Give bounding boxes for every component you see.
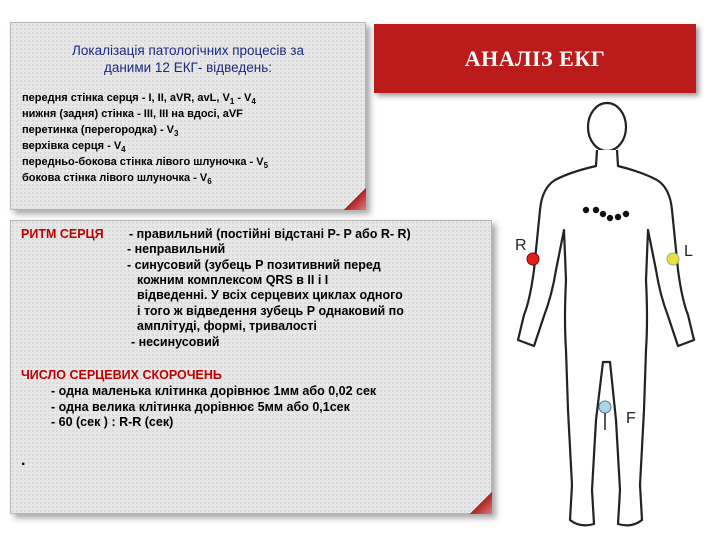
electrode-f-marker: [599, 401, 611, 413]
localization-item: передня стінка серця - І, ІІ, aVR, avL, $V_1 - V_4$: [22, 92, 256, 107]
localization-item: бокова стінка лівого шлуночка - $V_6$: [22, 172, 212, 187]
page-fold-corner: [470, 492, 492, 514]
electrode-r-marker: [527, 253, 539, 265]
heart-rate-line: - одна велика клітинка дорівнює 5мм або 0,1сек: [51, 400, 350, 414]
bullet: .: [21, 452, 26, 469]
localization-panel: [10, 22, 366, 210]
rhythm-line: кожним комплексом QRS в ІІ і І: [137, 273, 329, 287]
electrode-l-label: L: [684, 243, 693, 260]
heart-rate-heading: ЧИСЛО СЕРЦЕВИХ СКОРОЧЕНЬ: [21, 368, 222, 382]
chest-electrode: [600, 211, 606, 217]
rhythm-line: - несинусовий: [131, 335, 220, 349]
chest-electrode: [583, 207, 589, 213]
localization-title: [11, 42, 365, 76]
localization-item: передньо-бокова стінка лівого шлуночка - $V_5$: [22, 156, 269, 171]
electrode-f-label: F: [626, 410, 636, 427]
rhythm-line: відведенні. У всіх серцевих циклах одного: [137, 288, 403, 302]
localization-item: верхівка серця - $V_4$: [22, 140, 126, 155]
rhythm-heading: РИТМ СЕРЦЯ: [21, 227, 104, 241]
electrode-r-label: R: [515, 237, 527, 254]
chest-electrode: [593, 207, 599, 213]
body-diagram: [500, 100, 715, 540]
localization-item: нижня (задня) стінка - ІІІ, ІІІ на вдосі, aVF: [22, 108, 243, 120]
chest-electrode: [623, 211, 629, 217]
rhythm-line: - правильний (постійні відстані P- P або R- R): [129, 227, 411, 241]
heart-rate-line: - 60 (сек ) : R-R (сек): [51, 415, 174, 429]
torso-outline: [518, 150, 694, 525]
electrode-l-marker: [667, 253, 679, 265]
chest-electrode: [607, 215, 613, 221]
page-title: АНАЛІЗ ЕКГ: [374, 24, 696, 93]
rhythm-line: - синусовий (зубець Р позитивний перед: [127, 258, 381, 272]
localization-title-line1: Локалізація патологічних процесів за: [72, 43, 304, 58]
rhythm-line: - неправильний: [127, 242, 226, 256]
rhythm-line: і того ж відведення зубець Р однаковий по: [137, 304, 404, 318]
localization-title-line2: даними 12 ЕКГ- відведень:: [103, 60, 273, 75]
chest-electrode: [615, 214, 621, 220]
rhythm-line: амплітуді, формі, тривалості: [137, 319, 317, 333]
page-fold-corner: [344, 188, 366, 210]
localization-item: перетинка (перегородка) - $V_3$: [22, 124, 179, 139]
head: [588, 103, 626, 151]
heart-rate-line: - одна маленька клітинка дорівнює 1мм або 0,02 сек: [51, 384, 377, 398]
rhythm-panel: [10, 220, 492, 514]
